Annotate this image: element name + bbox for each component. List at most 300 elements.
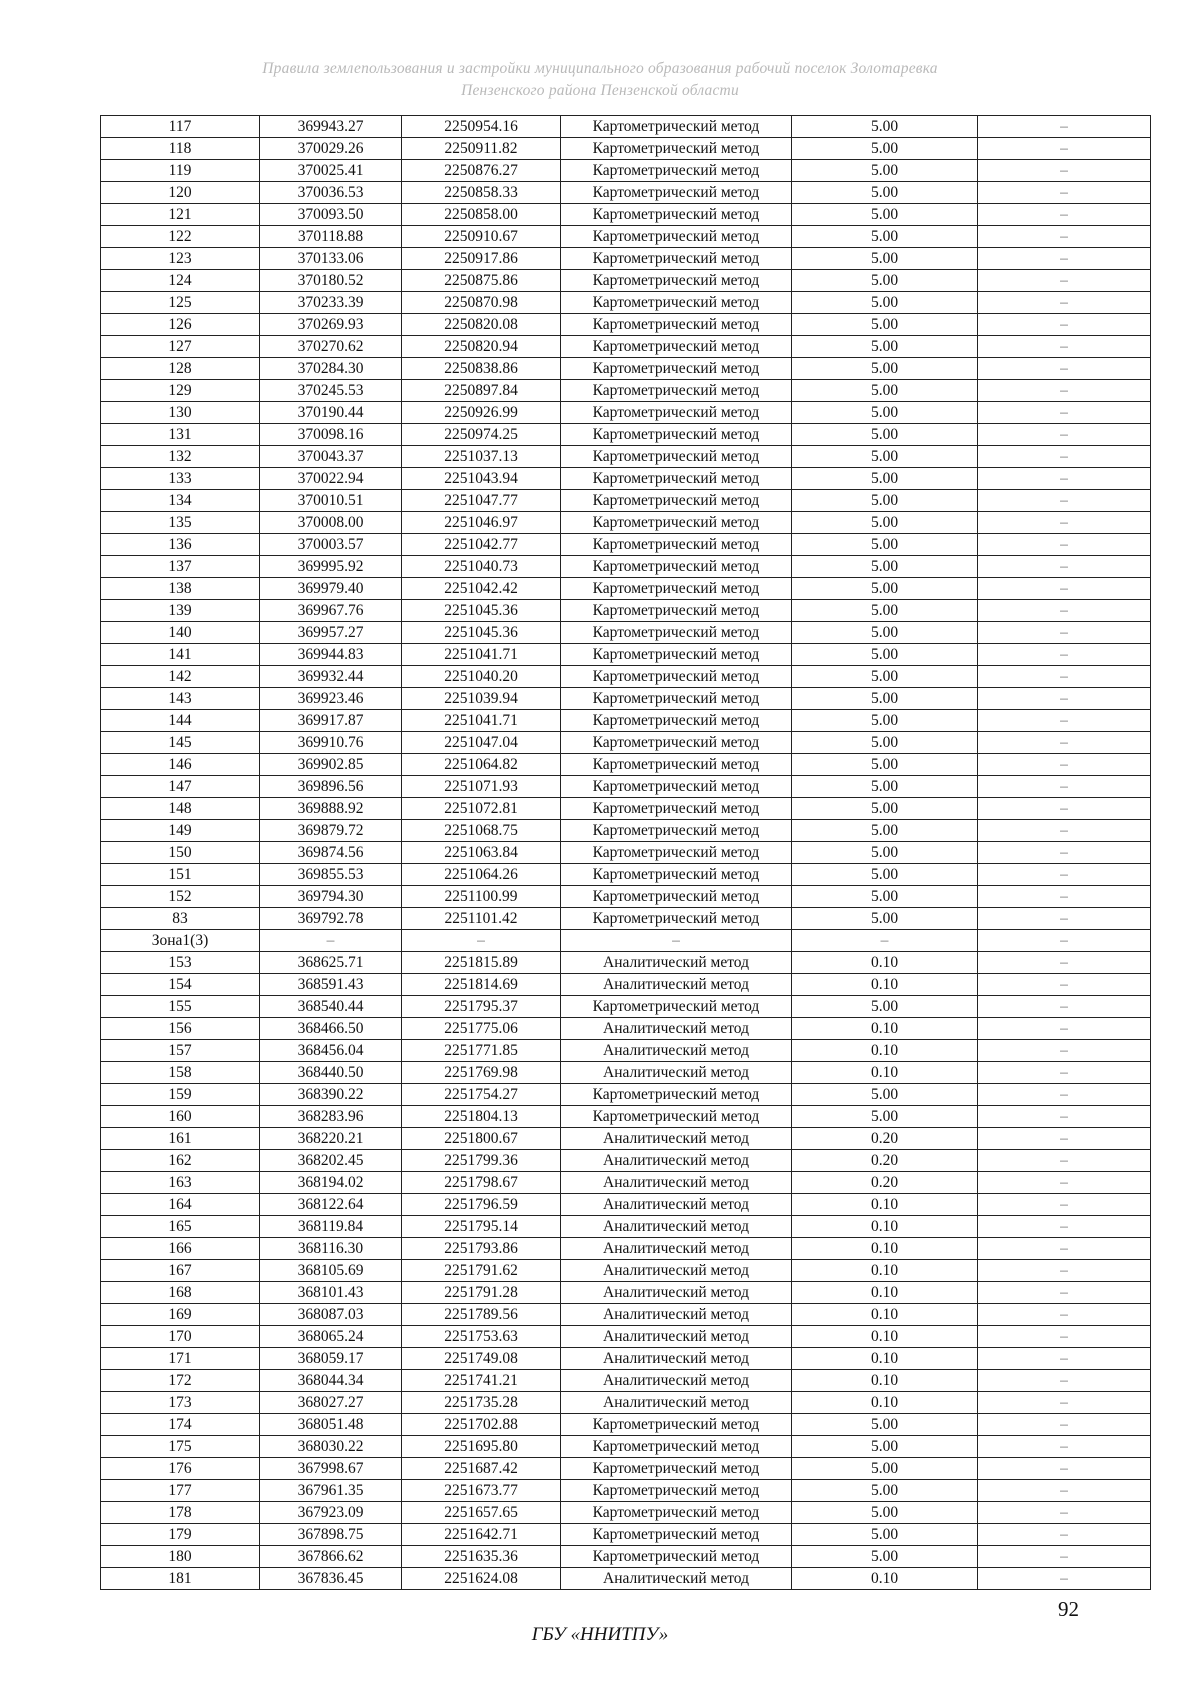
note-cell: – (978, 468, 1151, 490)
method-cell: Картометрический метод (561, 512, 792, 534)
point-number-cell: 141 (101, 644, 260, 666)
accuracy-cell: 5.00 (792, 820, 978, 842)
y-coordinate-cell: 2250820.94 (402, 336, 561, 358)
table-row (101, 1150, 1151, 1172)
point-number-cell: 117 (101, 116, 260, 138)
note-cell: – (978, 1502, 1151, 1524)
x-coordinate-cell: 368059.17 (260, 1348, 402, 1370)
point-number-cell: 83 (101, 908, 260, 930)
accuracy-cell: 5.00 (792, 754, 978, 776)
table-row (101, 1062, 1151, 1084)
accuracy-cell: 5.00 (792, 1436, 978, 1458)
x-coordinate-cell: 370269.93 (260, 314, 402, 336)
point-number-cell: 168 (101, 1282, 260, 1304)
method-cell: Картометрический метод (561, 1436, 792, 1458)
y-coordinate-cell: 2251642.71 (402, 1524, 561, 1546)
note-cell: – (978, 1436, 1151, 1458)
note-cell: – (978, 864, 1151, 886)
note-cell: – (978, 1260, 1151, 1282)
x-coordinate-cell: 370133.06 (260, 248, 402, 270)
accuracy-cell: 5.00 (792, 710, 978, 732)
accuracy-cell: 5.00 (792, 314, 978, 336)
y-coordinate-cell: 2250910.67 (402, 226, 561, 248)
note-cell: – (978, 798, 1151, 820)
note-cell: – (978, 952, 1151, 974)
x-coordinate-cell: 370233.39 (260, 292, 402, 314)
x-coordinate-cell: 368122.64 (260, 1194, 402, 1216)
note-cell: – (978, 974, 1151, 996)
point-number-cell: 153 (101, 952, 260, 974)
table-row (101, 688, 1151, 710)
table-row (101, 1480, 1151, 1502)
coordinates-table-body (101, 116, 1151, 1590)
x-coordinate-cell: 370118.88 (260, 226, 402, 248)
note-cell: – (978, 534, 1151, 556)
method-cell: Картометрический метод (561, 358, 792, 380)
note-cell: – (978, 1194, 1151, 1216)
page-footer: ГБУ «ННИТПУ» (531, 1624, 669, 1645)
x-coordinate-cell: 370098.16 (260, 424, 402, 446)
note-cell: – (978, 1546, 1151, 1568)
table-row (101, 1524, 1151, 1546)
note-cell: – (978, 688, 1151, 710)
method-cell: Картометрический метод (561, 842, 792, 864)
table-row (101, 1106, 1151, 1128)
method-cell: Картометрический метод (561, 1414, 792, 1436)
y-coordinate-cell: 2251047.04 (402, 732, 561, 754)
table-row (101, 358, 1151, 380)
x-coordinate-cell: 369874.56 (260, 842, 402, 864)
table-row (101, 1436, 1151, 1458)
method-cell: Картометрический метод (561, 820, 792, 842)
table-row (101, 512, 1151, 534)
note-cell: – (978, 666, 1151, 688)
y-coordinate-cell: 2251042.42 (402, 578, 561, 600)
point-number-cell: 129 (101, 380, 260, 402)
table-row (101, 710, 1151, 732)
table-row (101, 1018, 1151, 1040)
point-number-cell: 167 (101, 1260, 260, 1282)
accuracy-cell: 5.00 (792, 358, 978, 380)
x-coordinate-cell: 370190.44 (260, 402, 402, 424)
x-coordinate-cell: 369794.30 (260, 886, 402, 908)
note-cell: – (978, 1040, 1151, 1062)
accuracy-cell: 0.10 (792, 1370, 978, 1392)
accuracy-cell: 5.00 (792, 1414, 978, 1436)
method-cell: Аналитический метод (561, 1216, 792, 1238)
point-number-cell: 169 (101, 1304, 260, 1326)
point-number-cell: 118 (101, 138, 260, 160)
y-coordinate-cell: 2251791.62 (402, 1260, 561, 1282)
accuracy-cell: 5.00 (792, 204, 978, 226)
table-row (101, 468, 1151, 490)
accuracy-cell: 5.00 (792, 1458, 978, 1480)
accuracy-cell: 0.10 (792, 1260, 978, 1282)
accuracy-cell: 5.00 (792, 842, 978, 864)
point-number-cell: 162 (101, 1150, 260, 1172)
method-cell: Картометрический метод (561, 468, 792, 490)
point-number-cell: 122 (101, 226, 260, 248)
note-cell: – (978, 644, 1151, 666)
method-cell: Картометрический метод (561, 336, 792, 358)
method-cell: Картометрический метод (561, 908, 792, 930)
note-cell: – (978, 842, 1151, 864)
note-cell: – (978, 512, 1151, 534)
table-row (101, 1128, 1151, 1150)
x-coordinate-cell: 369932.44 (260, 666, 402, 688)
method-cell: Аналитический метод (561, 1348, 792, 1370)
table-row (101, 556, 1151, 578)
y-coordinate-cell: 2251101.42 (402, 908, 561, 930)
accuracy-cell: 5.00 (792, 512, 978, 534)
y-coordinate-cell: 2250897.84 (402, 380, 561, 402)
accuracy-cell: 5.00 (792, 732, 978, 754)
table-row (101, 864, 1151, 886)
accuracy-cell: 0.10 (792, 1216, 978, 1238)
header-line-1: Правила землепользования и застройки муниципального образования рабочий поселок Золотаревка (262, 60, 938, 77)
page-number: 92 (1058, 1597, 1079, 1621)
y-coordinate-cell: 2251749.08 (402, 1348, 561, 1370)
point-number-cell: 181 (101, 1568, 260, 1590)
point-number-cell: 124 (101, 270, 260, 292)
accuracy-cell: 5.00 (792, 534, 978, 556)
y-coordinate-cell: 2251791.28 (402, 1282, 561, 1304)
point-number-cell: 135 (101, 512, 260, 534)
method-cell: Аналитический метод (561, 1062, 792, 1084)
method-cell: Картометрический метод (561, 710, 792, 732)
y-coordinate-cell: 2250870.98 (402, 292, 561, 314)
y-coordinate-cell: 2251799.36 (402, 1150, 561, 1172)
accuracy-cell: 5.00 (792, 908, 978, 930)
method-cell: Картометрический метод (561, 886, 792, 908)
method-cell: Аналитический метод (561, 952, 792, 974)
accuracy-cell: 0.20 (792, 1150, 978, 1172)
note-cell: – (978, 1062, 1151, 1084)
y-coordinate-cell: 2251040.20 (402, 666, 561, 688)
note-cell: – (978, 270, 1151, 292)
point-number-cell: 132 (101, 446, 260, 468)
y-coordinate-cell: 2251793.86 (402, 1238, 561, 1260)
header-line-2: Пензенского района Пензенской области (461, 82, 739, 99)
method-cell: Аналитический метод (561, 1194, 792, 1216)
point-number-cell: Зона1(3) (101, 930, 260, 952)
x-coordinate-cell: 369910.76 (260, 732, 402, 754)
accuracy-cell: 0.10 (792, 1568, 978, 1590)
table-row (101, 578, 1151, 600)
accuracy-cell: 5.00 (792, 380, 978, 402)
table-row (101, 798, 1151, 820)
note-cell: – (978, 886, 1151, 908)
x-coordinate-cell: 370025.41 (260, 160, 402, 182)
table-row (101, 952, 1151, 974)
method-cell: Картометрический метод (561, 644, 792, 666)
table-row (101, 776, 1151, 798)
x-coordinate-cell: 368065.24 (260, 1326, 402, 1348)
point-number-cell: 130 (101, 402, 260, 424)
accuracy-cell: 0.20 (792, 1128, 978, 1150)
table-row (101, 534, 1151, 556)
x-coordinate-cell: 369995.92 (260, 556, 402, 578)
x-coordinate-cell: 369896.56 (260, 776, 402, 798)
x-coordinate-cell: 367836.45 (260, 1568, 402, 1590)
point-number-cell: 150 (101, 842, 260, 864)
x-coordinate-cell: 367923.09 (260, 1502, 402, 1524)
note-cell: – (978, 204, 1151, 226)
method-cell: Картометрический метод (561, 1502, 792, 1524)
point-number-cell: 152 (101, 886, 260, 908)
table-row (101, 248, 1151, 270)
table-row (101, 996, 1151, 1018)
x-coordinate-cell: 370043.37 (260, 446, 402, 468)
x-coordinate-cell: 368625.71 (260, 952, 402, 974)
point-number-cell: 179 (101, 1524, 260, 1546)
x-coordinate-cell: 370093.50 (260, 204, 402, 226)
y-coordinate-cell: 2250926.99 (402, 402, 561, 424)
note-cell: – (978, 732, 1151, 754)
table-row (101, 490, 1151, 512)
x-coordinate-cell: 367998.67 (260, 1458, 402, 1480)
note-cell: – (978, 578, 1151, 600)
method-cell: Аналитический метод (561, 974, 792, 996)
point-number-cell: 148 (101, 798, 260, 820)
point-number-cell: 155 (101, 996, 260, 1018)
y-coordinate-cell: 2250917.86 (402, 248, 561, 270)
point-number-cell: 165 (101, 1216, 260, 1238)
y-coordinate-cell: 2251657.65 (402, 1502, 561, 1524)
note-cell: – (978, 1238, 1151, 1260)
method-cell: Аналитический метод (561, 1128, 792, 1150)
note-cell: – (978, 314, 1151, 336)
x-coordinate-cell: 368119.84 (260, 1216, 402, 1238)
x-coordinate-cell: 369944.83 (260, 644, 402, 666)
x-coordinate-cell: 368591.43 (260, 974, 402, 996)
x-coordinate-cell: 367961.35 (260, 1480, 402, 1502)
method-cell: Картометрический метод (561, 116, 792, 138)
point-number-cell: 123 (101, 248, 260, 270)
method-cell: Аналитический метод (561, 1282, 792, 1304)
x-coordinate-cell: 370036.53 (260, 182, 402, 204)
table-row (101, 644, 1151, 666)
note-cell: – (978, 336, 1151, 358)
y-coordinate-cell: 2251046.97 (402, 512, 561, 534)
accuracy-cell: 5.00 (792, 160, 978, 182)
note-cell: – (978, 1304, 1151, 1326)
method-cell: Картометрический метод (561, 1458, 792, 1480)
note-cell: – (978, 1150, 1151, 1172)
point-number-cell: 175 (101, 1436, 260, 1458)
accuracy-cell: 0.10 (792, 1062, 978, 1084)
accuracy-cell: 0.10 (792, 974, 978, 996)
y-coordinate-cell: 2251796.59 (402, 1194, 561, 1216)
point-number-cell: 145 (101, 732, 260, 754)
table-row (101, 424, 1151, 446)
accuracy-cell: 5.00 (792, 556, 978, 578)
method-cell: Картометрический метод (561, 1480, 792, 1502)
y-coordinate-cell: 2251754.27 (402, 1084, 561, 1106)
note-cell: – (978, 1348, 1151, 1370)
note-cell: – (978, 160, 1151, 182)
table-row (101, 930, 1151, 952)
accuracy-cell: 5.00 (792, 402, 978, 424)
note-cell: – (978, 402, 1151, 424)
accuracy-cell: 5.00 (792, 886, 978, 908)
point-number-cell: 120 (101, 182, 260, 204)
table-row (101, 270, 1151, 292)
note-cell: – (978, 776, 1151, 798)
y-coordinate-cell: 2251695.80 (402, 1436, 561, 1458)
x-coordinate-cell: 370180.52 (260, 270, 402, 292)
method-cell: Аналитический метод (561, 1304, 792, 1326)
accuracy-cell: 0.10 (792, 1018, 978, 1040)
method-cell: Картометрический метод (561, 490, 792, 512)
x-coordinate-cell: 368027.27 (260, 1392, 402, 1414)
y-coordinate-cell: 2251072.81 (402, 798, 561, 820)
table-row (101, 1414, 1151, 1436)
x-coordinate-cell: 368030.22 (260, 1436, 402, 1458)
point-number-cell: 170 (101, 1326, 260, 1348)
accuracy-cell: 5.00 (792, 776, 978, 798)
note-cell: – (978, 1216, 1151, 1238)
y-coordinate-cell: 2250911.82 (402, 138, 561, 160)
point-number-cell: 161 (101, 1128, 260, 1150)
accuracy-cell: 5.00 (792, 798, 978, 820)
x-coordinate-cell: 370270.62 (260, 336, 402, 358)
note-cell: – (978, 556, 1151, 578)
point-number-cell: 177 (101, 1480, 260, 1502)
y-coordinate-cell: 2251775.06 (402, 1018, 561, 1040)
accuracy-cell: 5.00 (792, 292, 978, 314)
y-coordinate-cell: 2251769.98 (402, 1062, 561, 1084)
table-row (101, 974, 1151, 996)
method-cell: Картометрический метод (561, 138, 792, 160)
note-cell: – (978, 1128, 1151, 1150)
note-cell: – (978, 930, 1151, 952)
method-cell: Картометрический метод (561, 424, 792, 446)
accuracy-cell: 0.10 (792, 1326, 978, 1348)
method-cell: Аналитический метод (561, 1370, 792, 1392)
method-cell: Картометрический метод (561, 1106, 792, 1128)
note-cell: – (978, 1084, 1151, 1106)
method-cell: Картометрический метод (561, 556, 792, 578)
table-row (101, 1260, 1151, 1282)
y-coordinate-cell: 2251771.85 (402, 1040, 561, 1062)
table-row (101, 666, 1151, 688)
y-coordinate-cell: 2251045.36 (402, 600, 561, 622)
y-coordinate-cell: 2251735.28 (402, 1392, 561, 1414)
y-coordinate-cell: 2251800.67 (402, 1128, 561, 1150)
note-cell: – (978, 1392, 1151, 1414)
method-cell: Аналитический метод (561, 1040, 792, 1062)
note-cell: – (978, 820, 1151, 842)
table-row (101, 1568, 1151, 1590)
point-number-cell: 134 (101, 490, 260, 512)
x-coordinate-cell: 368440.50 (260, 1062, 402, 1084)
table-row (101, 226, 1151, 248)
accuracy-cell: 5.00 (792, 226, 978, 248)
note-cell: – (978, 182, 1151, 204)
table-row (101, 1370, 1151, 1392)
point-number-cell: 166 (101, 1238, 260, 1260)
point-number-cell: 138 (101, 578, 260, 600)
x-coordinate-cell: 369923.46 (260, 688, 402, 710)
y-coordinate-cell: 2251624.08 (402, 1568, 561, 1590)
method-cell: Картометрический метод (561, 292, 792, 314)
x-coordinate-cell: 368540.44 (260, 996, 402, 1018)
point-number-cell: 173 (101, 1392, 260, 1414)
x-coordinate-cell: 368390.22 (260, 1084, 402, 1106)
y-coordinate-cell: 2251687.42 (402, 1458, 561, 1480)
point-number-cell: 178 (101, 1502, 260, 1524)
table-row (101, 380, 1151, 402)
x-coordinate-cell: 368044.34 (260, 1370, 402, 1392)
x-coordinate-cell: 368194.02 (260, 1172, 402, 1194)
point-number-cell: 159 (101, 1084, 260, 1106)
method-cell: Картометрический метод (561, 534, 792, 556)
point-number-cell: 163 (101, 1172, 260, 1194)
note-cell: – (978, 380, 1151, 402)
table-row (101, 886, 1151, 908)
accuracy-cell: 5.00 (792, 138, 978, 160)
accuracy-cell: 0.10 (792, 1238, 978, 1260)
method-cell: Аналитический метод (561, 1326, 792, 1348)
y-coordinate-cell: 2251041.71 (402, 644, 561, 666)
method-cell: Картометрический метод (561, 160, 792, 182)
accuracy-cell: 5.00 (792, 578, 978, 600)
y-coordinate-cell: 2251798.67 (402, 1172, 561, 1194)
accuracy-cell: 5.00 (792, 1502, 978, 1524)
x-coordinate-cell: 369902.85 (260, 754, 402, 776)
y-coordinate-cell: 2251795.14 (402, 1216, 561, 1238)
note-cell: – (978, 1568, 1151, 1590)
y-coordinate-cell: 2250838.86 (402, 358, 561, 380)
y-coordinate-cell: 2250974.25 (402, 424, 561, 446)
x-coordinate-cell: 368456.04 (260, 1040, 402, 1062)
accuracy-cell: 5.00 (792, 1524, 978, 1546)
table-row (101, 1326, 1151, 1348)
note-cell: – (978, 116, 1151, 138)
point-number-cell: 142 (101, 666, 260, 688)
note-cell: – (978, 1018, 1151, 1040)
point-number-cell: 151 (101, 864, 260, 886)
method-cell: Аналитический метод (561, 1392, 792, 1414)
note-cell: – (978, 138, 1151, 160)
y-coordinate-cell: 2251043.94 (402, 468, 561, 490)
y-coordinate-cell: 2250876.27 (402, 160, 561, 182)
table-row (101, 1172, 1151, 1194)
table-row (101, 1282, 1151, 1304)
point-number-cell: 119 (101, 160, 260, 182)
x-coordinate-cell: 368051.48 (260, 1414, 402, 1436)
y-coordinate-cell: 2250858.33 (402, 182, 561, 204)
note-cell: – (978, 1458, 1151, 1480)
note-cell: – (978, 1326, 1151, 1348)
coordinates-table (100, 115, 1151, 1590)
x-coordinate-cell: – (260, 930, 402, 952)
y-coordinate-cell: 2250954.16 (402, 116, 561, 138)
y-coordinate-cell: 2251702.88 (402, 1414, 561, 1436)
point-number-cell: 128 (101, 358, 260, 380)
y-coordinate-cell: 2251804.13 (402, 1106, 561, 1128)
point-number-cell: 121 (101, 204, 260, 226)
note-cell: – (978, 908, 1151, 930)
note-cell: – (978, 1172, 1151, 1194)
note-cell: – (978, 622, 1151, 644)
method-cell: Аналитический метод (561, 1260, 792, 1282)
method-cell: Картометрический метод (561, 314, 792, 336)
x-coordinate-cell: 369967.76 (260, 600, 402, 622)
point-number-cell: 136 (101, 534, 260, 556)
y-coordinate-cell: 2251789.56 (402, 1304, 561, 1326)
